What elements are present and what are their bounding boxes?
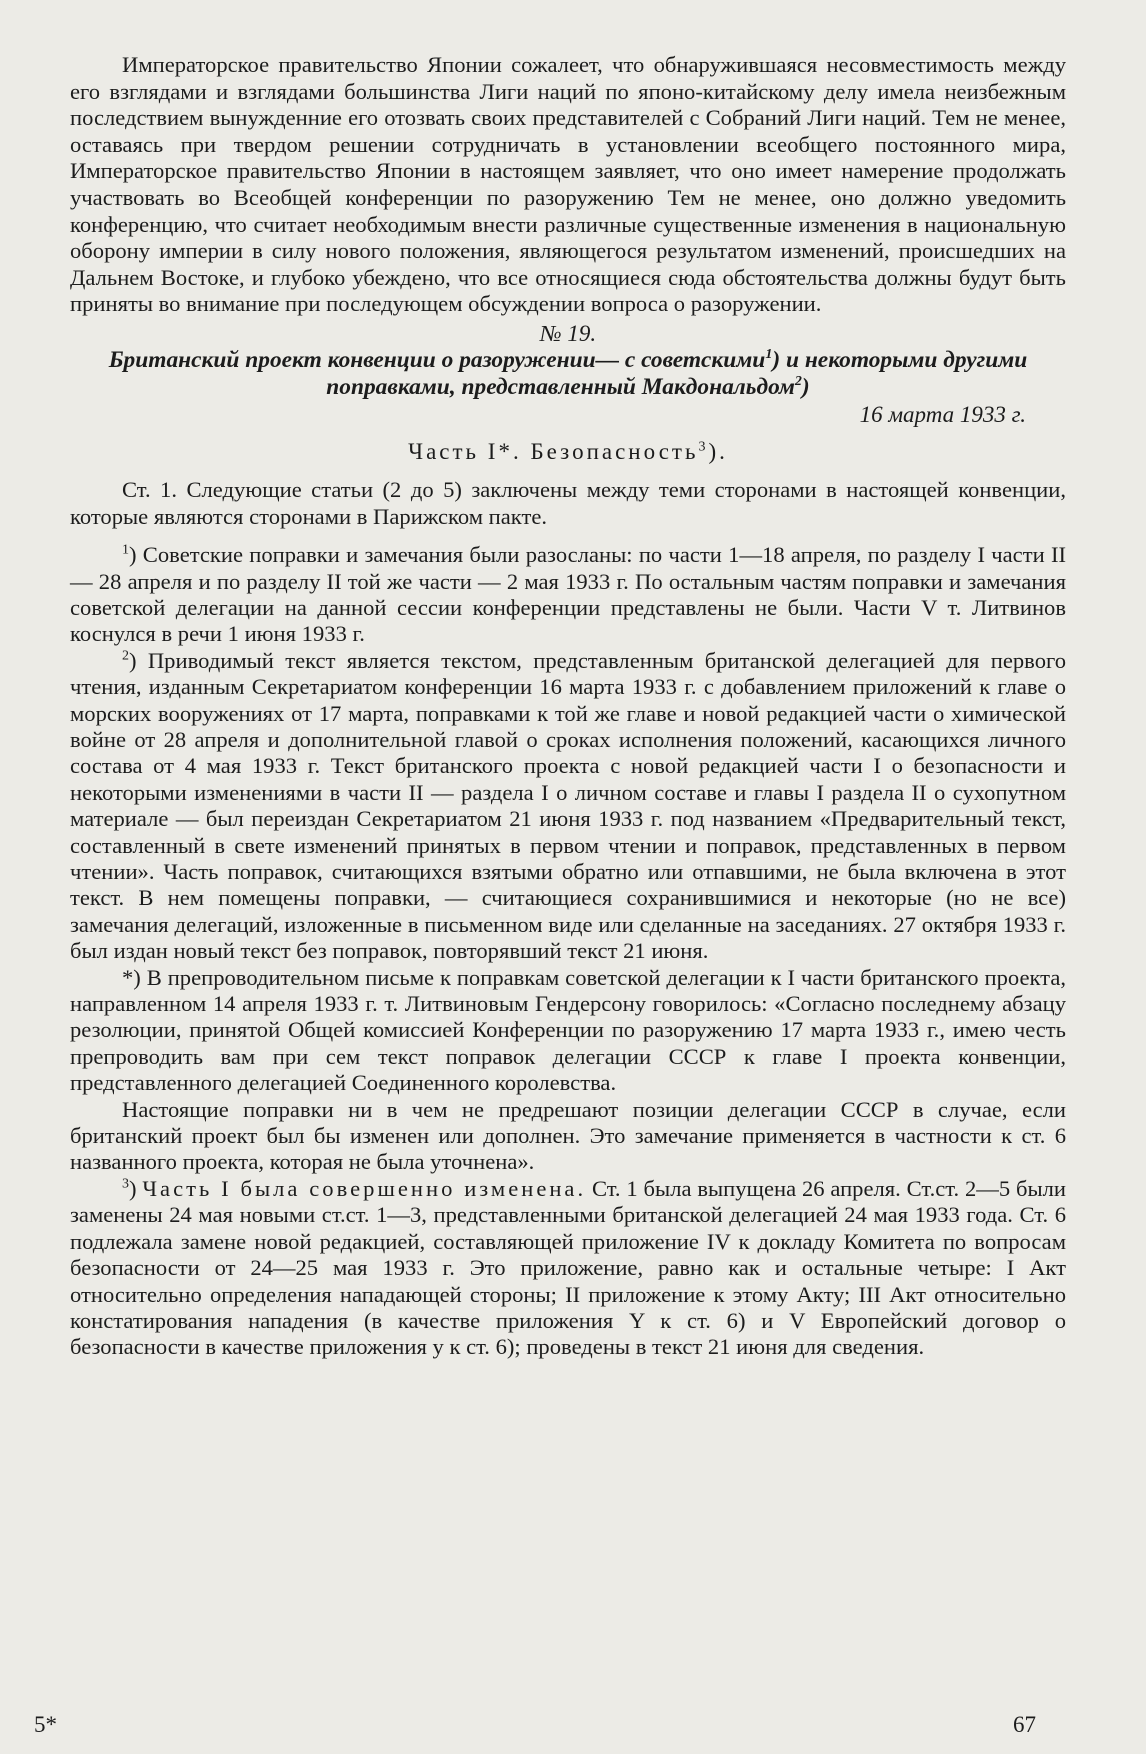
- article-1: Ст. 1. Следующие статьи (2 до 5) заключены между теми сторонами в настоящей конвенции, которые являются сторонами в Парижском пакте.: [70, 476, 1066, 529]
- document-title: [70, 347, 1066, 401]
- footnote-3-text: Ст. 1 была выпущена 26 апреля. Ст.ст. 2—5 были заменены 24 мая новыми ст.ст. 1—3, представленными британской делегацией 24 мая 1933 года. Ст. 6 подлежала замене новой редакцией, составляющей приложение IV к докладу Комитета по вопросам безопасности от 24—25 мая 1933 г. Это приложение, равно как и остальные четыре: I Акт относительно определения нападающей стороны; II приложение к этому Акту; III Акт относительно констатирования нападения (в качестве приложения Y к ст. 6) и V Европейский договор о безопасности в качестве приложения у к ст. 6); проведены в текст 21 июня для сведения.: [70, 1175, 1067, 1360]
- part-heading-close: ).: [708, 438, 728, 464]
- page-number: 67: [1013, 1712, 1036, 1737]
- signature-mark: 5*: [34, 1712, 57, 1737]
- footnote-ref-1: 1: [765, 347, 773, 363]
- footnote-3-lead: ): [129, 1175, 143, 1201]
- document-number: № 19.: [539, 320, 597, 346]
- document-title-part-3: ): [801, 373, 810, 400]
- footnote-ref-3: 3: [698, 439, 709, 455]
- document-title-part-2: ) и некоторыми другими поправками, представленный Макдональдом: [326, 346, 1028, 400]
- footnote-2: [70, 648, 1066, 965]
- footnote-star-continued: Настоящие поправки ни в чем не предрешают позиции делегации СССР в случае, если британский проект был бы изменен или дополнен. Это замечание применяется в частности к ст. 6 названного проекта, которая не была уточнена».: [70, 1096, 1066, 1175]
- footnote-2-mark: 2: [122, 648, 129, 664]
- part-heading-text: Часть I*. Безопасность: [408, 438, 699, 464]
- footnote-1-mark: 1: [122, 542, 129, 558]
- footnote-star: *) В препроводительном письме к поправкам советской делегации к I части британского проекта, направленном 14 апреля 1933 г. т. Литвиновым Гендерсону говорилось: «Согласно последнему абзацу резолюции, принятой Общей комиссией Конференции по разоружению 17 марта 1933 г., имею честь препроводить вам при сем текст поправок делегации СССР к главе I проекта конвенции, представленного делегацией Соединенного королевства.: [70, 964, 1066, 1096]
- footnote-3-spaced-text: Часть I была совершенно изменена.: [142, 1175, 587, 1201]
- part-heading: [70, 438, 1066, 465]
- footnote-1-text: ) Советские поправки и замечания были разосланы: по части 1—18 апреля, по разделу I части II — 28 апреля и по разделу II той же части — 2 мая 1933 г. По остальным частям поправки и замечания советской делегации на данной сессии конференции представлены не были. Части V т. Литвинов коснулся в речи 1 июня 1933 г.: [70, 542, 1066, 647]
- page-footer: [34, 1712, 1036, 1738]
- footnote-2-text: ) Приводимый текст является текстом, представленным британской делегацией для первого чтения, изданным Секретариатом конференции 16 марта 1933 г. с добавлением приложений к главе о морских вооружениях от 17 марта, поправками к той же главе и новой редакцией части о химической войне от 28 апреля и дополнительной главой о сроках исполнения положений, касающихся личного состава от 4 мая 1933 г. Текст британского проекта с новой редакцией части I о безопасности и некоторыми изменениями в части II — раздела I о личном составе и главы I раздела II о сухопутном материале — был переиздан Секретариатом 21 июня 1933 г. под названием «Предварительный текст, составленный в свете изменений принятых в первом чтении и поправок, представленных в первом чтении». Часть поправок, считающихся взятыми обратно или отпавшими, не была включена в этот текст. В нем помещены поправки, — считающиеся сохранившимися и некоторые (но не все) замечания делегаций, изложенные в письменном виде или сделанные на заседаниях. 27 октября 1933 г. был издан новый текст без поправок, повторявший текст 21 июня.: [70, 647, 1066, 964]
- document-title-part-1: Британский проект конвенции о разоружении— с советскими: [108, 346, 766, 373]
- footnote-3: [70, 1176, 1066, 1361]
- intro-paragraph: Императорское правительство Японии сожалеет, что обнаружившаяся несовместимость между его взглядами и взглядами большинства Лиги наций по японо-китайскому делу имела неизбежным последствием вынужденние его отозвать своих представителей с Собраний Лиги наций. Тем не менее, оставаясь при твердом решении сотрудничать в установлении всеобщего постоянного мира, Императорское правительство Японии в настоящем заявляет, что оно имеет намерение продолжать участвовать во Всеобщей конференции по разоружению Тем не менее, оно должно уведомить конференцию, что считает необходимым внести различные существенные изменения в национальную оборону империи в силу нового положения, являющегося результатом изменений, происшедших на Дальнем Востоке, и глубоко убеждено, что все относящиеся сюда обстоятельства должны будут быть приняты во внимание при последующем обсуждении вопроса о разоружении.: [70, 52, 1066, 317]
- footnotes: [70, 542, 1066, 1361]
- footnote-1: [70, 542, 1066, 648]
- footnote-ref-2: 2: [794, 374, 802, 390]
- footnote-3-mark: 3: [122, 1176, 129, 1192]
- document-date: 16 марта 1933 г.: [859, 401, 1026, 427]
